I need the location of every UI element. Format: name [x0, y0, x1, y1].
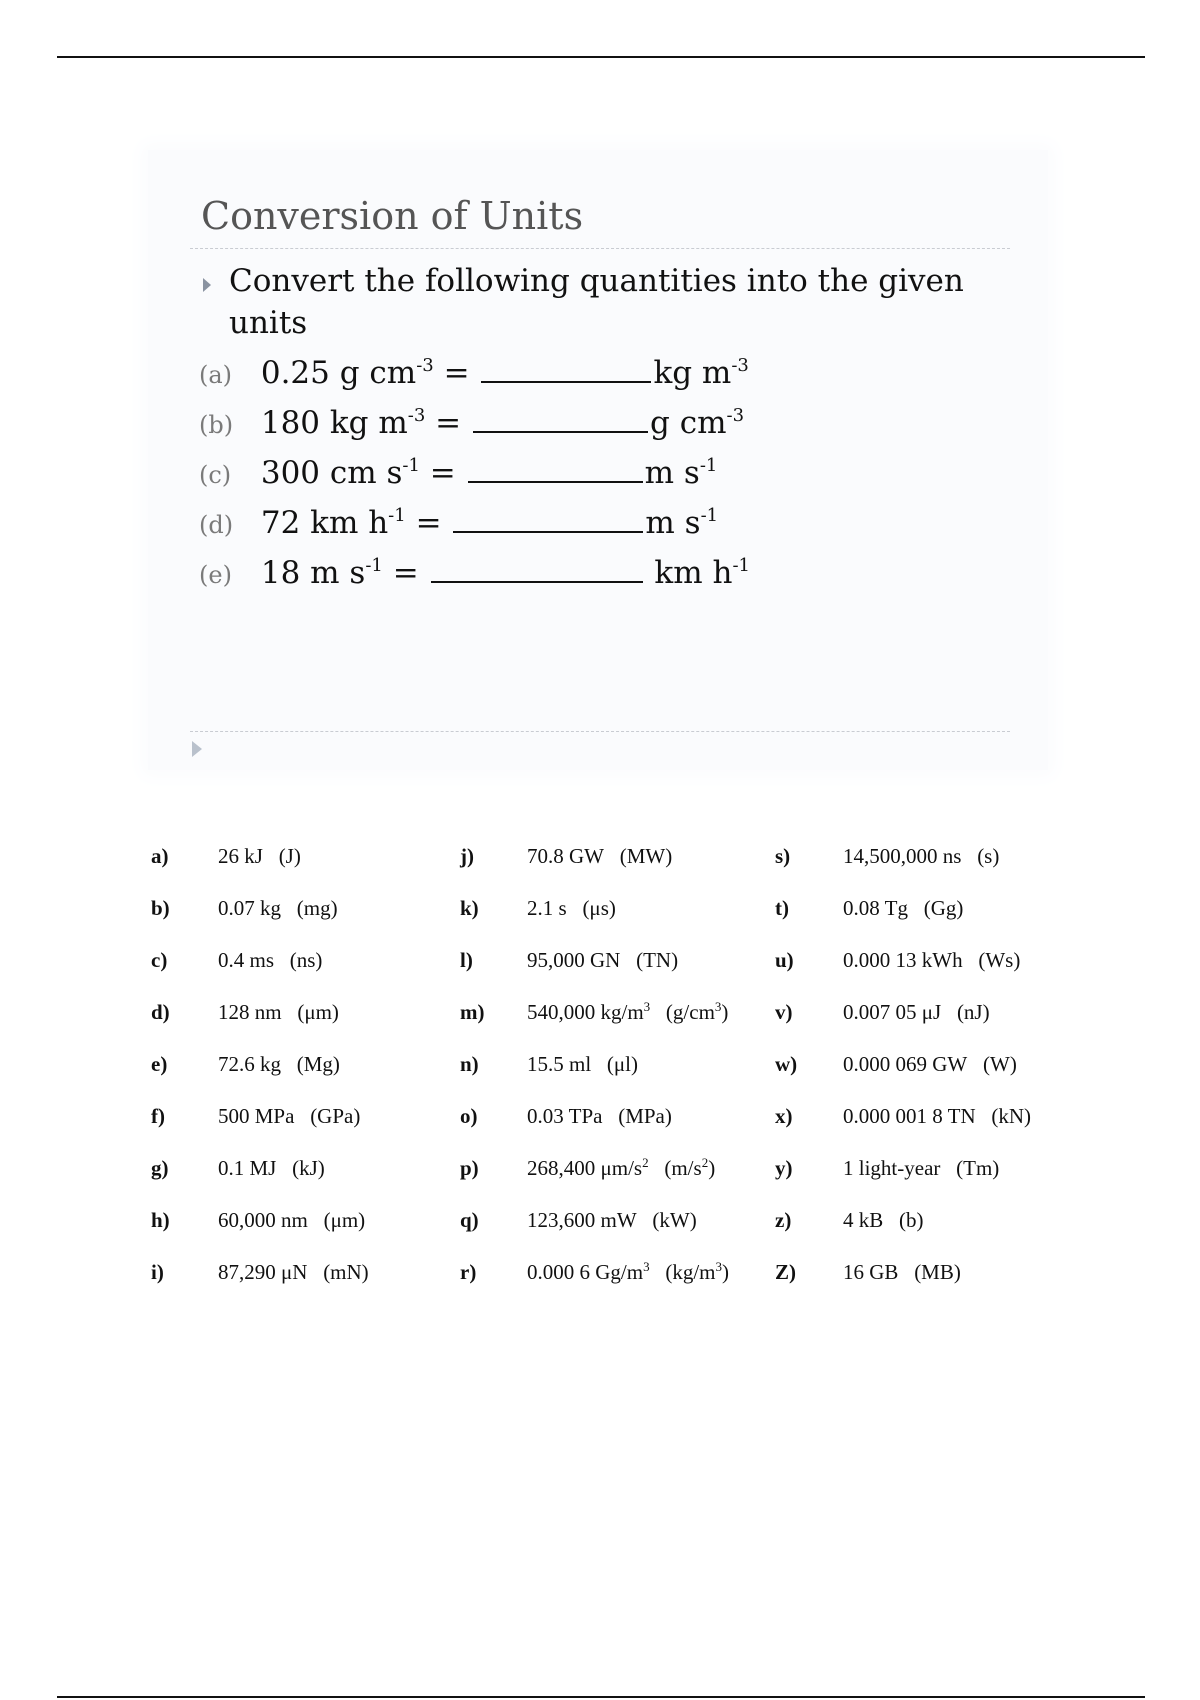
item-label: s) [775, 844, 791, 868]
item-label: m) [460, 1000, 485, 1024]
item-label: v) [775, 1000, 793, 1024]
item-quantity: 1 light-year (Tm) [843, 1156, 1000, 1180]
item-quantity: 540,000 $kg/m^3$ $(g/cm^3)$ [527, 999, 729, 1024]
answer-blank [453, 507, 643, 533]
question-row [199, 505, 718, 549]
question-lhs: 72 km h [260, 505, 389, 541]
question-label: (a) [199, 361, 233, 389]
item-quantity: 4 kB (b) [843, 1208, 924, 1232]
item-label: d) [151, 1000, 170, 1024]
question-lhs-exponent: -3 [416, 355, 434, 376]
item-label: b) [151, 896, 170, 920]
item-label: q) [460, 1208, 479, 1232]
item-label: p) [460, 1156, 479, 1180]
item-quantity: 0.08 Tg (Gg) [843, 896, 964, 920]
question-lhs-exponent: -1 [388, 505, 406, 526]
item-label: n) [460, 1052, 479, 1076]
answer-blank [481, 357, 651, 383]
item-quantity: 72.6 kg (Mg) [218, 1052, 340, 1076]
question-row [199, 455, 717, 499]
item-quantity: 0.000 6 $Gg/m^3$ $(kg/m^3)$ [527, 1259, 730, 1284]
item-label: y) [775, 1156, 793, 1180]
question-row [199, 405, 744, 449]
item-quantity: 26 kJ (J) [218, 844, 301, 868]
item-quantity: 70.8 GW (MW) [527, 844, 673, 868]
item-quantity: 95,000 GN (TN) [527, 948, 679, 972]
question-label: (d) [199, 511, 234, 539]
question-row [199, 555, 750, 599]
slide-image [148, 150, 1048, 770]
question-lhs-exponent: -3 [407, 405, 426, 426]
item-label: r) [460, 1260, 477, 1284]
item-quantity: 87,290 μN (mN) [218, 1260, 369, 1284]
top-rule [57, 56, 1145, 58]
answer-blank [468, 457, 643, 483]
item-label: a) [151, 844, 169, 868]
item-quantity: 0.007 05 μJ (nJ) [843, 1000, 990, 1024]
item-quantity: 2.1 s (μs) [527, 896, 616, 920]
question-rhs: g cm [650, 405, 727, 441]
question-label: (e) [199, 561, 232, 589]
question-lhs: 0.25 g cm [260, 355, 417, 391]
question-rhs: m s [645, 505, 701, 541]
answer-blank [473, 407, 648, 433]
question-label: (b) [199, 411, 234, 439]
item-label: g) [151, 1156, 169, 1180]
question-lhs-exponent: -1 [365, 555, 383, 576]
item-quantity: 15.5 ml (μl) [527, 1052, 639, 1076]
footer-divider [190, 731, 1010, 732]
item-quantity: 123,600 mW (kW) [527, 1208, 697, 1232]
question-lhs-exponent: -1 [402, 455, 420, 476]
item-label: i) [151, 1260, 164, 1284]
item-quantity: 0.07 kg (mg) [218, 896, 338, 920]
question-label: (c) [199, 461, 232, 489]
slide-title: Conversion of Units [201, 194, 584, 238]
question-equals: = [419, 455, 456, 491]
item-quantity: 128 nm (μm) [218, 1000, 339, 1024]
question-rhs: km h [644, 555, 733, 591]
item-label: x) [775, 1104, 793, 1128]
question-equals: = [433, 355, 470, 391]
question-rhs-exponent: -3 [731, 355, 749, 376]
question-rhs: kg m [653, 355, 732, 391]
question-rhs: m s [644, 455, 700, 491]
item-label: l) [460, 948, 473, 972]
question-lhs: 300 cm s [260, 455, 403, 491]
question-rhs-exponent: -1 [700, 505, 719, 526]
question-equals: = [405, 505, 442, 541]
item-quantity: 0.1 MJ (kJ) [218, 1156, 325, 1180]
question-equals: = [425, 405, 462, 441]
question-equals: = [382, 555, 419, 591]
item-quantity: 0.000 13 kWh (Ws) [843, 948, 1021, 972]
item-label: o) [460, 1104, 478, 1128]
item-quantity: 14,500,000 ns (s) [843, 844, 1000, 868]
answer-blank [431, 557, 643, 583]
item-label: c) [151, 948, 168, 972]
item-quantity: 0.000 069 GW (W) [843, 1052, 1017, 1076]
bullet-arrow-icon [192, 741, 202, 757]
item-label: k) [460, 896, 479, 920]
item-label: Z) [775, 1260, 796, 1284]
item-quantity: 60,000 nm (μm) [218, 1208, 366, 1232]
item-label: j) [460, 844, 474, 868]
question-row [199, 355, 749, 399]
question-lhs: 180 kg m [260, 405, 408, 441]
item-label: f) [151, 1104, 165, 1128]
item-quantity: 500 MPa (GPa) [218, 1104, 361, 1128]
question-rhs-exponent: -1 [732, 555, 750, 576]
item-quantity: 0.000 001 8 TN (kN) [843, 1104, 1032, 1128]
question-rhs-exponent: -3 [726, 405, 745, 426]
item-label: e) [151, 1052, 168, 1076]
item-quantity: 0.03 TPa (MPa) [527, 1104, 672, 1128]
item-label: t) [775, 896, 789, 920]
question-lhs: 18 m s [260, 555, 366, 591]
item-quantity: 0.4 ms (ns) [218, 948, 323, 972]
item-label: h) [151, 1208, 170, 1232]
item-label: z) [775, 1208, 792, 1232]
item-label: w) [775, 1052, 798, 1076]
question-rhs-exponent: -1 [699, 455, 718, 476]
bullet-arrow-icon [203, 278, 211, 292]
item-quantity: 268,400 $\mu m/s^2$ $(m/s^2)$ [527, 1155, 716, 1180]
title-divider [190, 248, 1010, 249]
instruction-text: Convert the following quantities into the given units [229, 263, 964, 341]
bottom-rule [57, 1696, 1145, 1698]
item-label: u) [775, 948, 794, 972]
item-quantity: 16 GB (MB) [843, 1260, 961, 1284]
